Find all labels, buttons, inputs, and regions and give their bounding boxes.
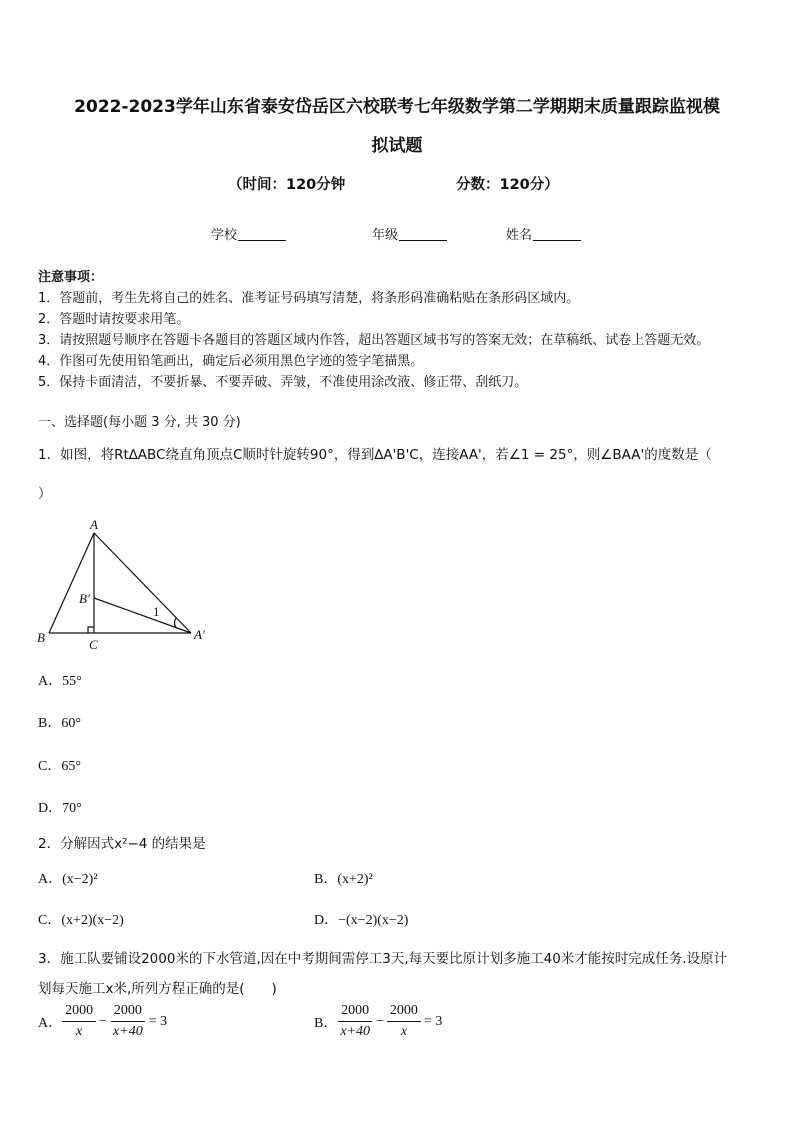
numerator: 2000	[62, 1004, 96, 1022]
denominator: x	[76, 1024, 83, 1039]
q2-option-b: B．(x+2)²	[314, 872, 373, 887]
school-label: 学校	[211, 228, 238, 243]
fraction	[337, 1004, 373, 1039]
q3-stem-line2: 划每天施工x米,所列方程正确的是( )	[38, 981, 277, 997]
q2-option-a: A．(x−2)²	[38, 872, 98, 887]
numerator: 2000	[387, 1004, 421, 1022]
numerator: 2000	[111, 1004, 145, 1022]
equals-three: = 3	[423, 1013, 443, 1029]
label-angle-1: 1	[153, 604, 160, 619]
exam-time: （时间：120分钟	[228, 177, 346, 193]
school-field	[211, 224, 286, 243]
q2-option-c: C．(x+2)(x−2)	[38, 913, 124, 928]
denominator: x	[400, 1024, 408, 1039]
minus-sign: −	[376, 1013, 384, 1029]
q1-option-a: A．55°	[38, 674, 82, 689]
notice-item: 1．答题前，考生先将自己的姓名、准考证号码填写清楚，将条形码准确粘贴在条形码区域内。	[38, 291, 580, 306]
grade-blank	[399, 228, 447, 241]
numerator: 2000	[338, 1004, 372, 1022]
exam-score: 分数：120分）	[456, 177, 559, 193]
page-title-line2: 拟试题	[371, 136, 423, 156]
triangle-figure	[34, 515, 220, 657]
name-blank	[533, 228, 581, 241]
name-field	[506, 224, 581, 243]
q2-stem: 2．分解因式x²−4 的结果是	[38, 836, 206, 852]
q2-option-d: D．−(x−2)(x−2)	[314, 913, 409, 928]
minus-sign: −	[99, 1013, 108, 1029]
q3-option-a-label: A．	[38, 1015, 63, 1031]
notice-item: 4．作图可先使用铅笔画出，确定后必须用黑色字迹的签字笔描黑。	[38, 354, 424, 369]
fraction	[387, 1004, 421, 1039]
fraction	[62, 1004, 96, 1039]
equals-three: = 3	[148, 1013, 168, 1029]
q3-option-a	[38, 1004, 170, 1039]
notice-item: 5．保持卡面清洁，不要折暴、不要弄破、弄皱，不准使用涂改液、修正带、刮纸刀。	[38, 375, 528, 390]
denominator: x+40	[340, 1024, 371, 1039]
q1-stem-cont: ）	[38, 486, 52, 502]
notice-item: 2．答题时请按要求用笔。	[38, 312, 190, 327]
q1-stem: 1．如图，将Rt∆ABC绕直角顶点C顺时针旋转90°，得到∆A'B'C，连接AA'，若∠1 = 25°，则∠BAA'的度数是（	[38, 447, 712, 463]
q3-option-b	[314, 1004, 445, 1039]
q3-option-b-label: B．	[314, 1015, 338, 1031]
label-B-prime: B′	[79, 591, 90, 606]
q1-option-d: D．70°	[38, 801, 82, 816]
label-A-prime: A′	[194, 627, 205, 642]
grade-field	[372, 224, 447, 243]
page-title-line1: 2022-2023学年山东省泰安岱岳区六校联考七年级数学第二学期期末质量跟踪监视模	[74, 97, 720, 117]
section-heading: 一、选择题(每小题 3 分, 共 30 分)	[38, 415, 241, 430]
label-B: B	[37, 630, 45, 645]
q3-stem-line1: 3．施工队要铺设2000米的下水管道,因在中考期间需停工3天,每天要比原计划多施工40米才能按时完成任务.设原计	[38, 951, 728, 967]
notice-item: 3．请按照题号顺序在答题卡各题目的答题区域内作答，超出答题区域书写的答案无效；在草稿纸、试卷上答题无效。	[38, 333, 710, 348]
school-blank	[238, 228, 286, 241]
fraction	[110, 1004, 146, 1039]
label-A: A	[90, 517, 98, 532]
q1-option-b: B．60°	[38, 716, 81, 731]
notice-heading: 注意事项：	[38, 270, 104, 285]
name-label: 姓名	[506, 228, 533, 243]
grade-label: 年级	[372, 228, 399, 243]
denominator: x+40	[113, 1024, 143, 1039]
label-C: C	[89, 637, 98, 652]
q1-option-c: C．65°	[38, 759, 81, 774]
